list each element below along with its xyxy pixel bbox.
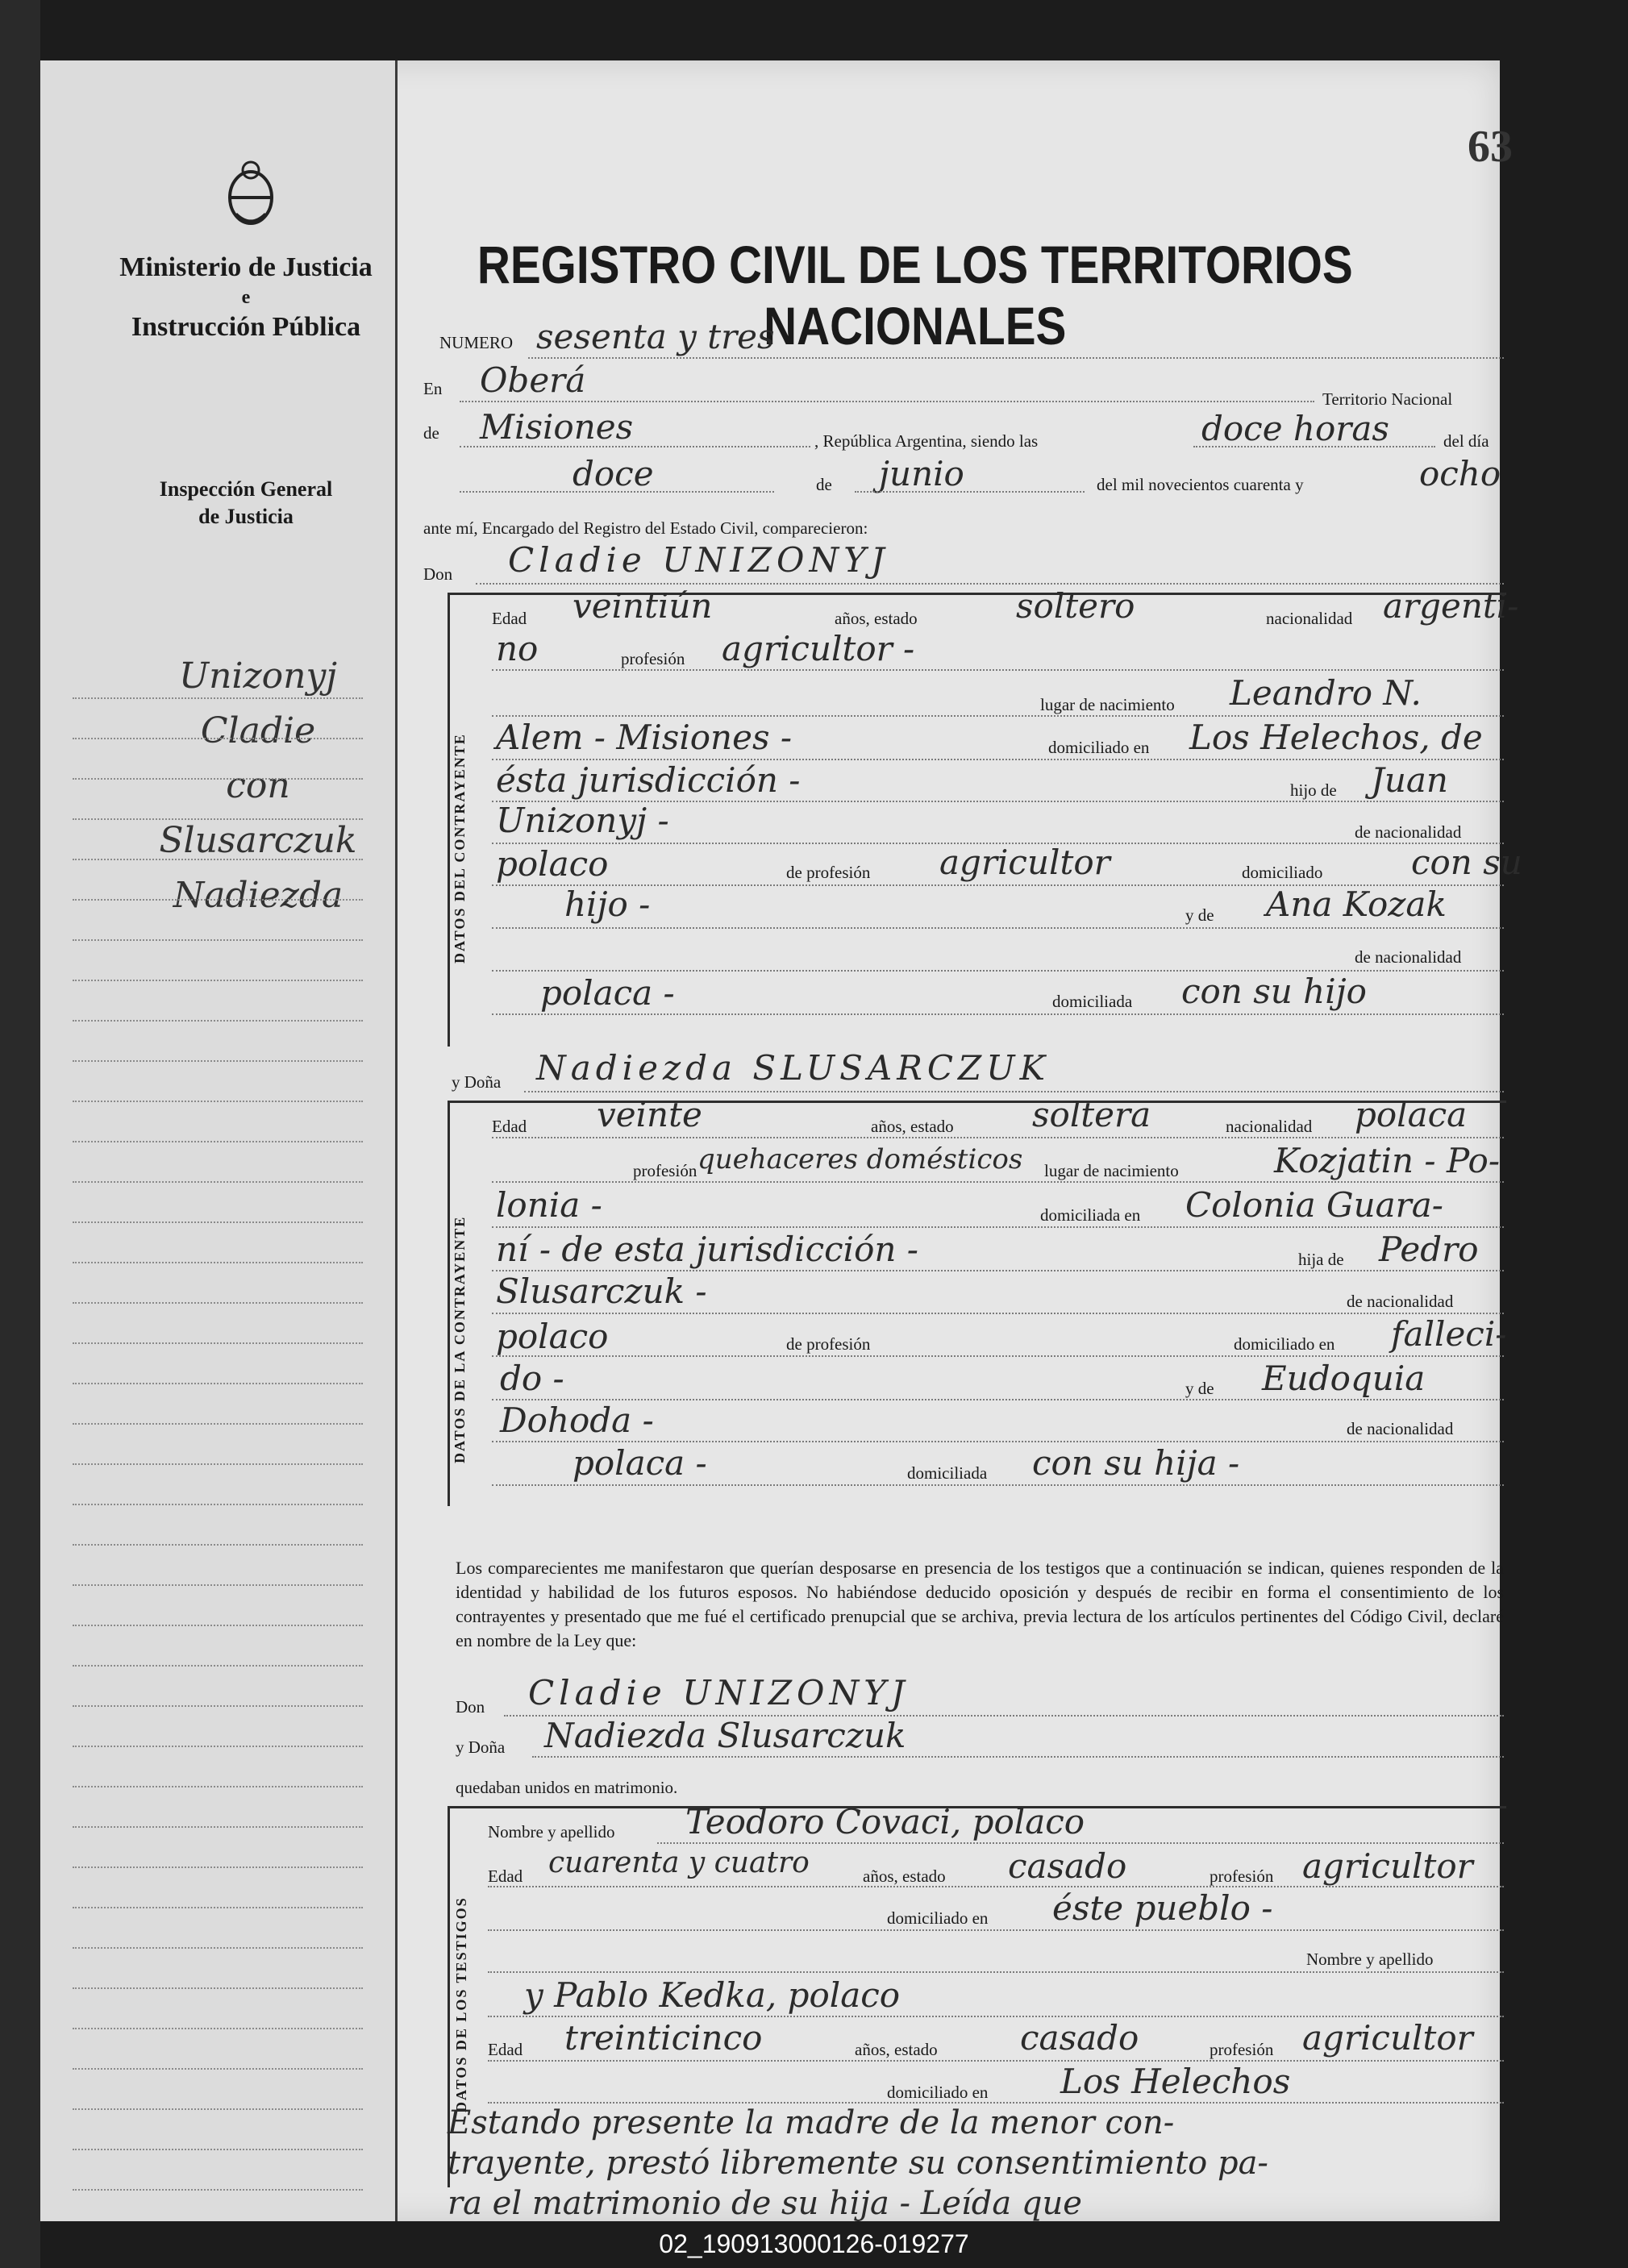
anios-estado-label: años, estado [855,2040,938,2059]
witness1-domic: éste pueblo - [1052,1888,1273,1928]
quedaban-label: quedaban unidos en matrimonio. [456,1778,678,1797]
groom-domiciliado: Los Helechos, de [1189,718,1483,757]
bride-mother-nac: polaca - [573,1443,707,1483]
margin-ruling-line [73,697,363,699]
ministry-line: Ministerio de Justicia [119,252,373,282]
margin-ruling-line [73,1625,363,1626]
groom-father-domic-cont: hijo - [564,884,651,924]
bride-mother: Eudoquia [1262,1359,1426,1398]
groom-domiciliado-cont: ésta jurisdicción - [496,760,801,800]
bride-father-domic-cont: do - [500,1359,564,1398]
domiciliada-label: domiciliada [1052,992,1133,1011]
domiciliado-label: domiciliado en [887,2083,989,2102]
domiciliado-label: domiciliado en [887,1908,989,1928]
profesion-label: profesión [1210,1866,1274,1886]
margin-ruling-line [73,980,363,981]
inspection-line: Inspección General [159,477,333,501]
dotted-line [460,401,1314,402]
groom-mother: Ana Kozak [1266,884,1447,924]
domiciliada-label: domiciliada en [1040,1205,1141,1225]
don-label: Don [423,564,453,584]
marginal-line: con [226,765,290,806]
margin-ruling-line [73,1221,363,1223]
margin-ruling-line [73,2108,363,2110]
groom-father-prof: agricultor [939,843,1110,882]
marginal-annotation [113,649,403,923]
margin-ruling-line [73,1786,363,1787]
margin-ruling-line [73,1101,363,1102]
anio-value: ocho [1419,454,1501,493]
bride-lugar: Kozjatin - Po- [1274,1141,1501,1180]
dotted-line [524,1091,1504,1092]
bride-father-cont: Slusarczuk - [496,1271,707,1311]
dotted-line [488,2102,1504,2104]
groom-section-label: DATOS DEL CONTRAYENTE [452,733,468,963]
en-label: En [423,379,443,398]
margin-ruling-line [73,1342,363,1344]
bride-section-label: DATOS DE LA CONTRAYENTE [452,1215,468,1463]
lugar-label: lugar de nacimiento [1040,695,1175,714]
margin-ruling-line [73,1987,363,1989]
dotted-line [492,1313,1504,1314]
groom-mother-domic: con su hijo [1181,972,1367,1011]
margin-ruling-line [73,738,363,739]
edad-label: Edad [492,609,527,628]
dotted-line [528,357,1504,359]
dotted-line [488,1971,1504,1973]
witness2-edad: treinticinco [564,2018,763,2058]
margin-ruling-line [73,1181,363,1183]
dotted-line [1193,446,1435,447]
groom-father-cont: Unizonyj - [496,801,669,840]
dotted-line [488,2060,1504,2062]
margin-ruling-line [73,2149,363,2150]
margin-ruling-line [73,1060,363,1062]
groom-lugar: Leandro N. [1230,673,1422,713]
de-nac-label: de nacionalidad [1347,1292,1454,1311]
dona-label: y Doña [456,1737,506,1757]
anio-label: del mil novecientos cuarenta y [1097,475,1304,494]
hija-label: hija de [1298,1250,1344,1269]
y-de-label: y de [1185,1379,1214,1398]
bride-domiciliada: Colonia Guara- [1185,1185,1443,1225]
dotted-line [492,927,1504,929]
closing-note-line: ra el matrimonio de su hija - Leída que [448,2185,1082,2222]
profesion-label: profesión [621,649,685,668]
dotted-line [492,715,1504,717]
groom-father-nac: polaco [496,844,609,884]
anios-estado-label: años, estado [863,1866,946,1886]
y-de-label: y de [1185,905,1214,925]
bride-domiciliada-cont: ní - de esta jurisdicción - [496,1230,918,1269]
dotted-line [488,1886,1504,1887]
dotted-line [492,1355,1504,1357]
margin-ruling-line [73,1544,363,1546]
del-dia-label: del día [1443,431,1489,451]
footer-id: 02_190913000126-019277 [659,2229,969,2258]
bride-father: Pedro [1379,1230,1479,1269]
groom-name: Cladie UNIZONYJ [508,540,889,580]
inspection-line: de Justicia [198,505,294,528]
bride-edad: veinte [597,1095,702,1134]
margin-ruling-line [73,818,363,820]
witness1-name: Teodoro Covaci, polaco [685,1802,1085,1841]
witness2-name: y Pablo Kedka, polaco [524,1975,901,2015]
don-label: Don [456,1697,485,1717]
groom-nacionalidad: argenti- [1383,586,1519,626]
anios-estado-label: años, estado [835,609,918,628]
union-groom-name: Cladie UNIZONYJ [528,1673,910,1712]
republica-label: , República Argentina, siendo las [814,431,1039,451]
statement-paragraph: Los comparecientes me manifestaron que querían desposarse en presencia de los testigos que a continuación se indican, quienes responden de la identidad y habilidad de los futuros esposos. No habiéndose deducido oposición y después de recibir en forma el consentimiento de los contrayentes y presentado que me fué el certificado prenupcial que se archiva, previa lectura de los artículos pertinentes del Código Civil, declaré en nombre de la Ley que: [456,1558,1504,1650]
margin-ruling-line [73,1383,363,1384]
de-nac2-label: de nacionalidad [1355,947,1462,967]
margin-ruling-line [73,1141,363,1142]
dona-label: y Doña [452,1072,502,1092]
dotted-line [476,583,1504,585]
margin-ruling-line [73,1826,363,1828]
inspection-heading [89,476,403,531]
hijo-label: hijo de [1290,780,1337,800]
dotted-line [492,1181,1504,1183]
dotted-line [492,1137,1504,1138]
bride-mother-cont: Dohoda - [500,1400,654,1440]
ante-label: ante mí, Encargado del Registro del Estado Civil, comparecieron: [423,518,868,538]
dotted-line [492,1484,1504,1486]
document-title: REGISTRO CIVIL DE LOS TERRITORIOS NACIONALES [477,235,1353,356]
numero-label: NUMERO [439,333,514,352]
domic-label: domiciliado en [1234,1334,1335,1354]
margin-ruling-line [73,1705,363,1707]
domic-label: domiciliado [1242,863,1323,882]
margin-ruling-line [73,1584,363,1586]
mes-value: junio [879,454,964,493]
register-page [40,60,1522,2222]
de-value: Misiones [480,407,634,447]
dotted-line [657,1842,1504,1844]
bride-nacionalidad: polaca [1355,1095,1468,1134]
dotted-line [488,1929,1504,1931]
margin-ruling-line [73,1947,363,1949]
marginal-line: Cladie [200,710,316,751]
margin-ruling-line [73,778,363,780]
horas-value: doce horas [1201,409,1389,448]
margin-ruling-line [73,1463,363,1465]
margin-ruling-line [73,1020,363,1022]
numero-value: sesenta y tres [536,317,775,356]
de-nac-label: de nacionalidad [1355,822,1462,842]
bride-estado: soltera [1032,1095,1151,1134]
nacionalidad-label: nacionalidad [1226,1117,1313,1136]
margin-ruling-line [73,2068,363,2070]
witness1-estado: casado [1008,1846,1127,1886]
bride-lugar-cont: lonia - [496,1185,602,1225]
bride-mother-domic: con su hija - [1032,1443,1240,1483]
margin-ruling-line [73,1262,363,1263]
witness2-domic: Los Helechos [1060,2062,1291,2101]
nombre-label: Nombre y apellido [488,1822,615,1841]
edad-label: Edad [488,1866,523,1886]
dotted-line [492,1226,1504,1228]
margin-ruling-line [73,2028,363,2029]
witness1-prof: agricultor [1302,1846,1473,1886]
de-prof-label: de profesión [786,1334,871,1354]
dotted-line [492,669,1504,671]
dotted-line [460,491,774,493]
nombre2-label: Nombre y apellido [1306,1950,1434,1969]
groom-edad: veintiún [573,586,713,626]
groom-mother-nac: polaca - [540,973,675,1013]
margin-ruling-line [73,1866,363,1868]
page-number: 63 [1468,122,1513,172]
bride-father-nac: polaco [496,1317,609,1356]
edad-label: Edad [488,2040,523,2059]
dia-value: doce [573,454,654,493]
margin-ruling-line [73,1504,363,1505]
margin-ruling-line [73,899,363,901]
marginal-line: Nadiezda [173,875,344,916]
de-nac2-label: de nacionalidad [1347,1419,1454,1438]
nacionalidad-label: nacionalidad [1266,609,1353,628]
domiciliado-label: domiciliado en [1048,738,1150,757]
territorio-label: Territorio Nacional [1322,389,1453,409]
dotted-line [855,491,1085,493]
groom-estado: soltero [1016,586,1135,626]
marginal-line: Slusarczuk [159,820,357,861]
groom-lugar-cont: Alem - Misiones - [496,718,793,757]
margin-ruling-line [73,1423,363,1425]
dotted-line [532,1756,1504,1758]
bride-name: Nadiezda SLUSARCZUK [536,1048,1050,1088]
dotted-line [492,1441,1504,1442]
book-spine [0,0,40,2268]
dotted-line [488,2016,1504,2017]
witness2-estado: casado [1020,2018,1139,2058]
witness-section-label: DATOS DE LOS TESTIGOS [453,1896,469,2112]
closing-note-line: Estando presente la madre de la menor con- [448,2104,1175,2141]
margin-ruling-line [73,859,363,860]
bride-father-domic: falleci- [1391,1314,1507,1354]
groom-profesion: agricultor - [722,629,915,668]
marginal-line: Unizonyj [178,655,337,697]
coat-of-arms-icon [222,157,280,230]
left-margin-column [40,60,398,2221]
ministry-line: Instrucción Pública [131,312,361,342]
edad-label: Edad [492,1117,527,1136]
profesion-label: profesión [633,1161,697,1180]
margin-ruling-line [73,2189,363,2191]
margin-ruling-line [73,939,363,941]
ministry-heading [89,250,403,345]
closing-note-line: trayente, prestó libremente su consentimiento pa- [448,2145,1268,2182]
de-prof-label: de profesión [786,863,871,882]
margin-ruling-line [73,1907,363,1908]
profesion-label: profesión [1210,2040,1274,2059]
bride-profesion: quehaceres domésticos [697,1143,1023,1176]
lugar-label: lugar de nacimiento [1044,1161,1179,1180]
groom-father-domic: con su [1411,843,1522,882]
domiciliada2-label: domiciliada [907,1463,988,1483]
margin-ruling-line [73,1746,363,1747]
anios-estado-label: años, estado [871,1117,954,1136]
ministry-line: e [241,287,251,308]
de-label: de [423,423,439,443]
en-value: Oberá [480,360,586,400]
witness1-edad: cuarenta y cuatro [548,1846,810,1879]
witness2-prof: agricultor [1302,2018,1473,2058]
margin-ruling-line [73,1302,363,1304]
dotted-line [492,1013,1504,1015]
dotted-line [460,446,810,447]
groom-father: Juan [1371,760,1448,800]
margin-ruling-line [73,1665,363,1667]
groom-nacionalidad-cont: no [496,629,539,668]
de2-label: de [816,475,832,494]
union-bride-name: Nadiezda Slusarczuk [544,1716,906,1755]
